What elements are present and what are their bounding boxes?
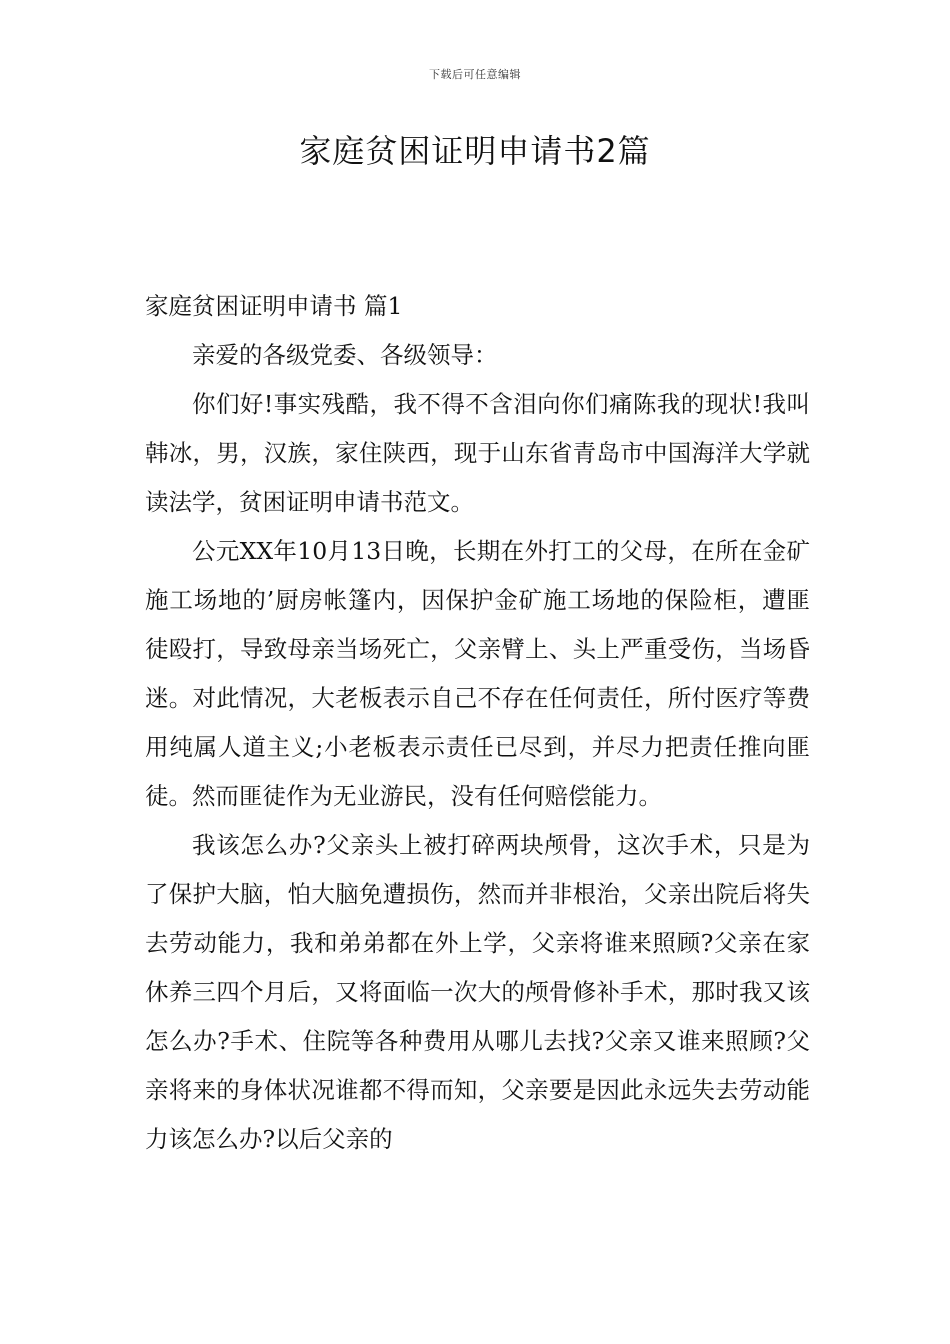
section-heading: 家庭贫困证明申请书 篇1 (145, 292, 403, 320)
document-body (145, 282, 810, 1164)
body-paragraph-3: 我该怎么办?父亲头上被打碎两块颅骨，这次手术，只是为了保护大脑，怕大脑免遭损伤，然而并非根治，父亲出院后将失去劳动能力，我和弟弟都在外上学，父亲将谁来照顾?父亲在家休养三四个月后，又将面临一次大的颅骨修补手术，那时我又该怎么办?手术、住院等各种费用从哪儿去找?父亲又谁来照顾?父亲将来的身体状况谁都不得而知，父亲要是因此永远失去劳动能力该怎么办?以后父亲的 (145, 831, 810, 1153)
header-note: 下载后可任意编辑 (429, 68, 521, 81)
body-paragraph-1: 你们好!事实残酷，我不得不含泪向你们痛陈我的现状!我叫韩冰，男，汉族，家住陕西，现于山东省青岛市中国海洋大学就读法学，贫困证明申请书范文。 (145, 390, 810, 516)
body-paragraph-2: 公元XX年10月13日晚，长期在外打工的父母，在所在金矿施工场地的’厨房帐篷内，因保护金矿施工场地的保险柜，遭匪徒殴打，导致母亲当场死亡，父亲臂上、头上严重受伤，当场昏迷。对此情况，大老板表示自己不存在任何责任，所付医疗等费用纯属人道主义;小老板表示责任已尽到，并尽力把责任推向匪徒。然而匪徒作为无业游民，没有任何赔偿能力。 (145, 537, 810, 810)
salutation-paragraph: 亲爱的各级党委、各级领导： (192, 341, 498, 369)
document-title: 家庭贫困证明申请书2篇 (299, 132, 651, 170)
